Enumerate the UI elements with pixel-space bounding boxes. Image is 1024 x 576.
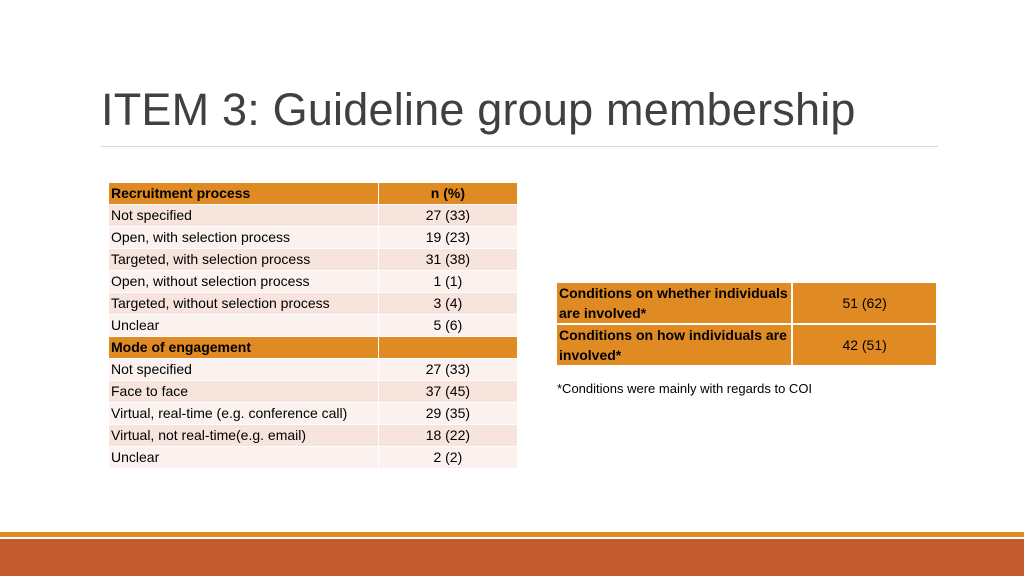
table-row bbox=[109, 249, 518, 271]
row-value: 29 (35) bbox=[378, 403, 517, 425]
row-value: 18 (22) bbox=[378, 425, 517, 447]
row-label: Virtual, not real-time(e.g. email) bbox=[109, 425, 379, 447]
row-value: 5 (6) bbox=[378, 315, 517, 337]
recruitment-table bbox=[108, 182, 518, 469]
section-cell-empty bbox=[378, 337, 517, 359]
table-row bbox=[109, 425, 518, 447]
row-label: Open, without selection process bbox=[109, 271, 379, 293]
table-row bbox=[109, 271, 518, 293]
slide-title: ITEM 3: Guideline group membership bbox=[101, 84, 856, 135]
row-value: 27 (33) bbox=[378, 205, 517, 227]
condition-value: 51 (62) bbox=[792, 282, 937, 324]
row-value: 1 (1) bbox=[378, 271, 517, 293]
footer-accent-bar bbox=[0, 532, 1024, 537]
table-row bbox=[109, 293, 518, 315]
row-value: 2 (2) bbox=[378, 447, 517, 469]
row-label: Open, with selection process bbox=[109, 227, 379, 249]
row-label: Targeted, without selection process bbox=[109, 293, 379, 315]
condition-label: Conditions on whether individuals are involved* bbox=[556, 282, 792, 324]
table-row bbox=[556, 282, 937, 324]
header-cell-n: n (%) bbox=[378, 183, 517, 205]
row-label: Unclear bbox=[109, 447, 379, 469]
table-row bbox=[109, 315, 518, 337]
row-label: Face to face bbox=[109, 381, 379, 403]
row-value: 3 (4) bbox=[378, 293, 517, 315]
row-label: Unclear bbox=[109, 315, 379, 337]
table-row bbox=[556, 324, 937, 366]
row-value: 27 (33) bbox=[378, 359, 517, 381]
header-cell-recruitment: Recruitment process bbox=[109, 183, 379, 205]
table-row bbox=[109, 381, 518, 403]
table-row bbox=[109, 403, 518, 425]
title-divider bbox=[101, 146, 938, 147]
row-value: 31 (38) bbox=[378, 249, 517, 271]
table-header-row bbox=[109, 183, 518, 205]
row-label: Not specified bbox=[109, 359, 379, 381]
condition-label: Conditions on how individuals are involved* bbox=[556, 324, 792, 366]
table-row bbox=[109, 359, 518, 381]
footer-bar bbox=[0, 539, 1024, 576]
row-label: Virtual, real-time (e.g. conference call) bbox=[109, 403, 379, 425]
footnote: *Conditions were mainly with regards to COI bbox=[557, 381, 813, 396]
table-row bbox=[109, 227, 518, 249]
table-section-row bbox=[109, 337, 518, 359]
row-label: Targeted, with selection process bbox=[109, 249, 379, 271]
row-label: Not specified bbox=[109, 205, 379, 227]
table-row bbox=[109, 205, 518, 227]
row-value: 19 (23) bbox=[378, 227, 517, 249]
table-row bbox=[109, 447, 518, 469]
condition-value: 42 (51) bbox=[792, 324, 937, 366]
row-value: 37 (45) bbox=[378, 381, 517, 403]
conditions-table bbox=[555, 281, 938, 367]
section-cell-mode: Mode of engagement bbox=[109, 337, 379, 359]
